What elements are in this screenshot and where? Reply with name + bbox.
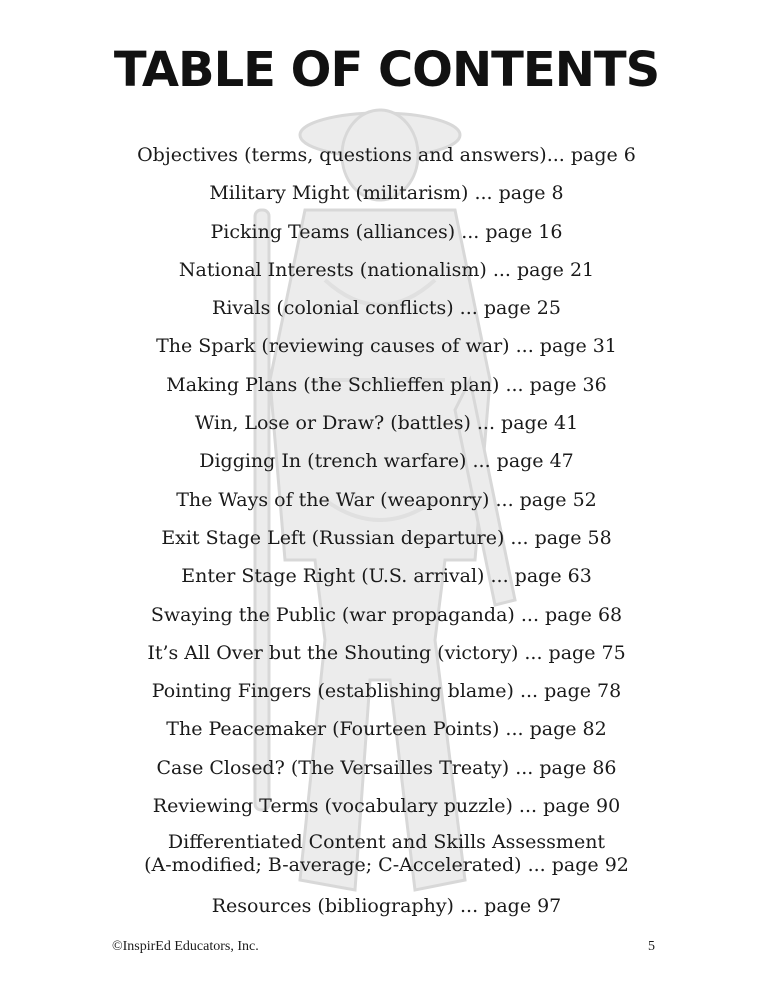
toc-entry-multiline bbox=[0, 825, 773, 887]
toc-entry: Pointing Fingers (establishing blame) ... page 78 bbox=[151, 680, 622, 703]
toc-entry: Swaying the Public (war propaganda) ... page 68 bbox=[150, 603, 623, 626]
toc-entry: The Peacemaker (Fourteen Points) ... page 82 bbox=[166, 718, 607, 741]
table-of-contents bbox=[0, 136, 773, 926]
toc-entry: Making Plans (the Schlieffen plan) ... page 36 bbox=[166, 373, 607, 396]
page-title: TABLE OF CONTENTS bbox=[113, 42, 660, 98]
toc-entry: Reviewing Terms (vocabulary puzzle) ... page 90 bbox=[152, 795, 621, 818]
footer-copyright: ©InspirEd Educators, Inc. bbox=[112, 939, 259, 954]
toc-entry: Rivals (colonial conflicts) ... page 25 bbox=[212, 297, 561, 320]
footer-page-number: 5 bbox=[648, 939, 655, 954]
toc-entry: Win, Lose or Draw? (battles) ... page 41 bbox=[194, 412, 579, 435]
toc-entry: Military Might (militarism) ... page 8 bbox=[209, 182, 564, 205]
toc-entry: Exit Stage Left (Russian departure) ... page 58 bbox=[161, 526, 612, 549]
toc-entry: Case Closed? (The Versailles Treaty) ... page 86 bbox=[156, 756, 617, 779]
toc-entry: National Interests (nationalism) ... page 21 bbox=[178, 258, 595, 281]
toc-entry-line: Differentiated Content and Skills Assessment bbox=[167, 831, 606, 854]
toc-entry: The Spark (reviewing causes of war) ... page 31 bbox=[156, 335, 617, 358]
toc-entry: Objectives (terms, questions and answers)... page 6 bbox=[137, 144, 636, 166]
toc-entry: The Ways of the War (weaponry) ... page 52 bbox=[176, 488, 597, 511]
toc-entry-line: (A-modified; B-average; C-Accelerated) ... page 92 bbox=[144, 854, 629, 877]
toc-entry: Enter Stage Right (U.S. arrival) ... page 63 bbox=[181, 565, 592, 588]
toc-entry: It’s All Over but the Shouting (victory) ... page 75 bbox=[147, 641, 626, 664]
toc-entry: Digging In (trench warfare) ... page 47 bbox=[199, 450, 574, 473]
toc-entry: Picking Teams (alliances) ... page 16 bbox=[210, 220, 563, 243]
toc-entry: Resources (bibliography) ... page 97 bbox=[211, 895, 562, 918]
